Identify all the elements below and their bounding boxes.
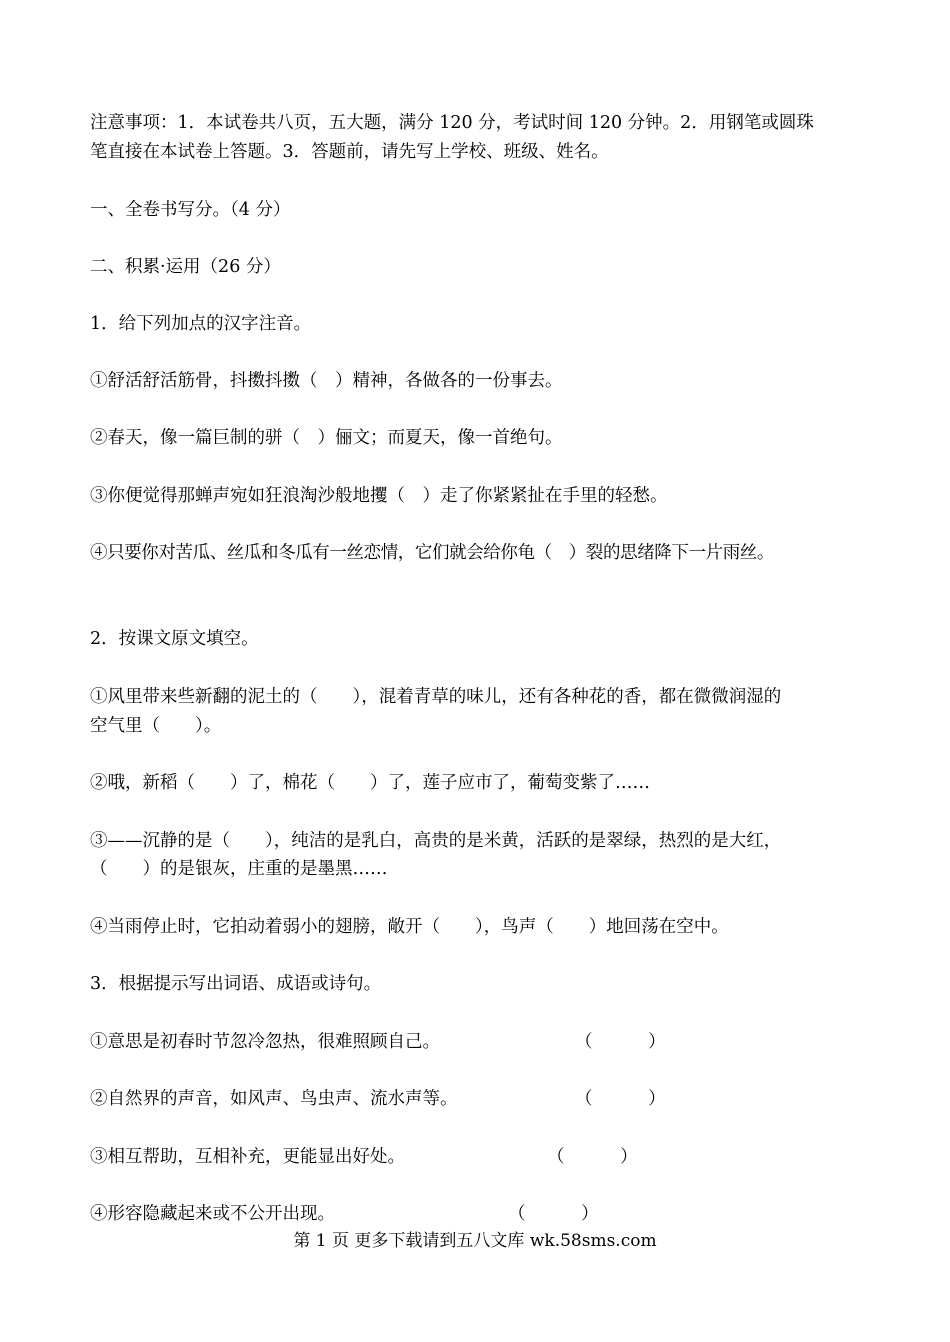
question-2-title: 2．按课文原文填空。 [90,629,259,649]
section-2-title: 二、积累·运用（26 分） [90,257,281,277]
question-2-item-1-line-1: ①风里带来些新翻的泥土的（ ），混着青草的味儿，还有各种花的香，都在微微润湿的 [90,687,782,707]
question-3-item-1: ①意思是初春时节忽冷忽热，很难照顾自己。 [90,1032,440,1052]
section-1-title: 一、全卷书写分。（4 分） [90,200,291,220]
question-1-title: 1．给下列加点的汉字注音。 [90,314,312,334]
question-3-item-4: ④形容隐藏起来或不公开出现。 [90,1204,335,1224]
question-2-item-3-line-2: （ ）的是银灰，庄重的是墨黑…… [90,859,388,879]
notice-line-1: 注意事项：1．本试卷共八页，五大题，满分 120 分，考试时间 120 分钟。2．用钢笔或圆珠 [90,113,814,133]
question-3-answer-blank-1[interactable]: （ ） [575,1032,666,1052]
question-2-item-2: ②哦，新稻（ ）了，棉花（ ）了，莲子应市了，葡萄变紫了…… [90,773,650,793]
question-3-item-2: ②自然界的声音，如风声、鸟虫声、流水声等。 [90,1089,458,1109]
question-2-item-1-line-2: 空气里（ ）。 [90,716,222,736]
question-3-answer-blank-2[interactable]: （ ） [575,1089,666,1109]
question-3-answer-blank-3[interactable]: （ ） [547,1147,638,1167]
question-2-item-3-line-1: ③——沉静的是（ ），纯洁的是乳白，高贵的是米黄，活跃的是翠绿，热烈的是大红， [90,831,782,851]
question-3-item-3: ③相互帮助，互相补充，更能显出好处。 [90,1147,405,1167]
page-footer: 第 1 页 更多下载请到五八文库 wk.58sms.com [293,1231,657,1251]
question-3-answer-blank-4[interactable]: （ ） [508,1204,599,1224]
question-3-title: 3．根据提示写出词语、成语或诗句。 [90,974,382,994]
notice-line-2: 笔直接在本试卷上答题。3．答题前，请先写上学校、班级、姓名。 [90,142,609,162]
question-2-item-4: ④当雨停止时，它拍动着弱小的翅膀，敞开（ ），鸟声（ ）地回荡在空中。 [90,917,729,937]
question-1-item-1: ①舒活舒活筋骨，抖擞抖擞（ ）精神，各做各的一份事去。 [90,371,563,391]
question-1-item-4: ④只要你对苦瓜、丝瓜和冬瓜有一丝恋情，它们就会给你龟（ ）裂的思绪降下一片雨丝。 [90,543,774,563]
question-1-item-3: ③你便觉得那蝉声宛如狂浪淘沙般地攫（ ）走了你紧紧扯在手里的轻愁。 [90,486,668,506]
question-1-item-2: ②春天，像一篇巨制的骈（ ）俪文；而夏天，像一首绝句。 [90,428,563,448]
